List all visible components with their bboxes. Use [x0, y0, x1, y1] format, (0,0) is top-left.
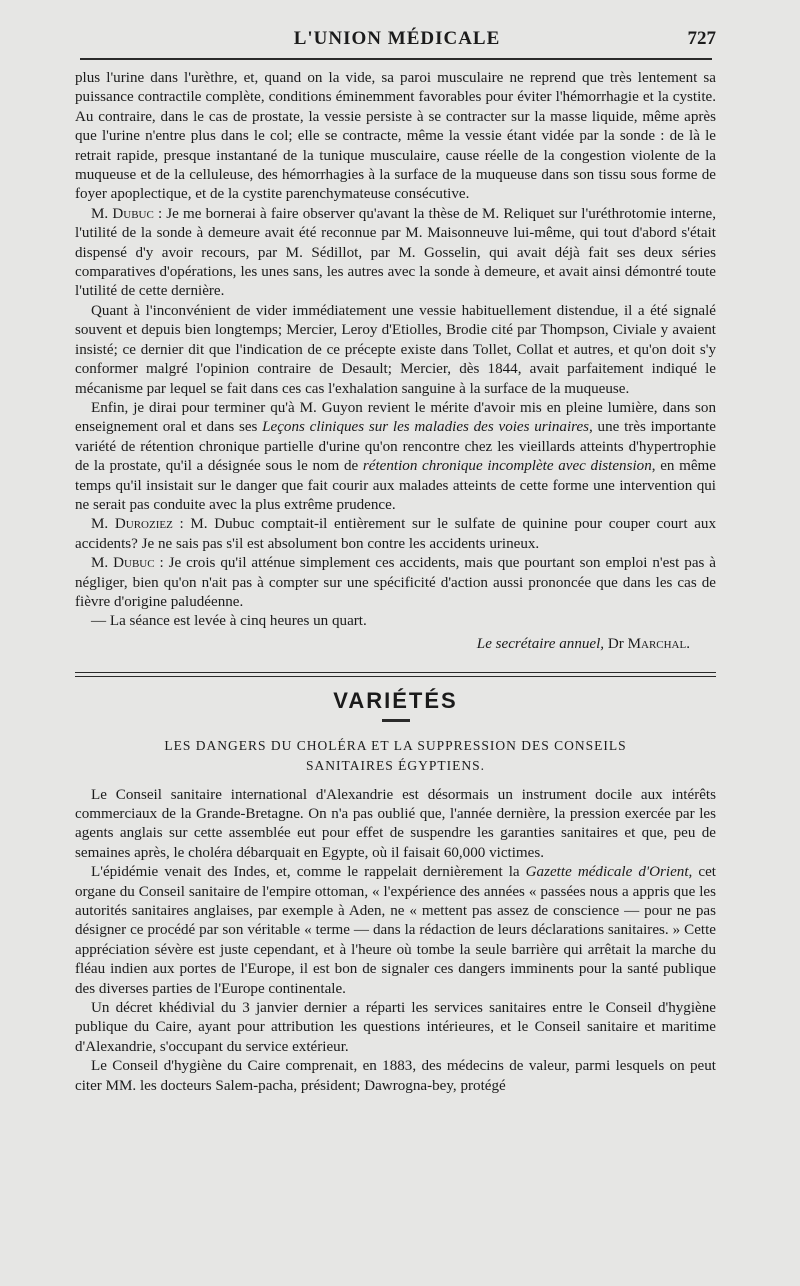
article-paragraph	[75, 863, 716, 999]
header-rule	[80, 58, 712, 60]
signature-role: Le secrétaire annuel,	[476, 635, 605, 652]
article-paragraph: Le Conseil d'hygiène du Caire comprenait, en 1883, des médecins de valeur, parmi lesquels on peut citer MM. les docteurs Salem-pacha, président; Dawrogna-bey, protégé	[75, 1058, 716, 1094]
article-title-line: SANITAIRES ÉGYPTIENS.	[306, 757, 485, 773]
text-run: L'épidémie venait des Indes, et, comme le rappelait dernièrement la	[91, 864, 526, 881]
text-run: Enfin, je dirai pour terminer qu'à M. Guyon revient le mérite d'avoir mis en pleine lumière, dans son enseignement oral et dans ses	[75, 399, 716, 436]
signature-name: Marchal.	[627, 635, 690, 652]
text-run: une très importante variété de rétention chronique partielle d'urine qu'on rencontre chez les vieillards atteints d'hypertrophie de la prostate, qu'il a désignée sous le nom de	[75, 419, 716, 475]
article-paragraph: Un décret khédivial du 3 janvier dernier a réparti les services sanitaires entre le Conseil d'hygiène publique du Caire, ayant pour attribution les questions intérieures, et le Conseil sanitaire et maritime d'Alexandrie, s'occupant du service extérieur.	[75, 1000, 716, 1055]
paragraph-dubuc-2	[75, 554, 716, 612]
paragraph-guyon	[75, 399, 716, 515]
text-run: , en même temps qu'il insistait sur le danger que fait courir aux malades atteints de cette forme une intervention qui ne serait pas conduite avec la plus extrême prudence.	[75, 458, 716, 513]
section-divider	[75, 672, 716, 677]
page-body	[75, 69, 716, 1096]
speaker-text: : M. Dubuc comptait-il entièrement sur le sulfate de quinine pour couper court aux accidents? Je ne sais pas s'il est absolument bon contre les accidents urineux.	[75, 516, 716, 552]
book-title: Leçons cliniques sur les maladies des voies urinaires,	[262, 419, 593, 436]
speaker-text: : Je me bornerai à faire observer qu'avant la thèse de M. Reliquet sur l'uréthrotomie interne, l'utilité de la sonde à demeure avait été reconnue par M. Maisonneuve lui-même, qui tout d'abord s'était dispensé d'y avoir recours, par M. Sédillot, par M. Gosselin, qui avait déjà fait ses deux séries comparatives d'opérations, les unes sans, les autres avec la sonde à demeure, et avait ainsi démontré toute l'utilité de cette dernière.	[75, 205, 716, 300]
speaker-text: : Je crois qu'il atténue simplement ces accidents, mais que pourtant son emploi n'est pas à négliger, bien qu'on n'ait pas à compter sur une spécificité d'action aussi prononcée que dans les cas de fièvre d'origine paludéenne.	[75, 555, 716, 610]
text-run: cet organe du Conseil sanitaire de l'empire ottoman, « l'expérience des années « passées nous a appris que les autorités sanitaires anglaises, par exemple à Aden, ne « mettent pas assez de conscience — pour ne pas désigner ce procédé par son véritable « terme — dans la rédaction de leurs déclarations sanitaires. » Cette appréciation sévère est juste cependant, et à l'heure où tombe la seule barrière qui arrêtait la marche du fléau indien aux portes de l'Europe, il est bon de signaler ces dangers imminents pour la santé publique des diverses parties de l'Europe continentale.	[75, 864, 716, 997]
term-italic: rétention chronique incomplète avec distension	[362, 458, 652, 475]
journal-title: Gazette médicale d'Orient,	[525, 864, 693, 881]
article-body	[75, 786, 716, 1097]
signature	[75, 635, 716, 654]
page-header	[78, 26, 716, 56]
page-number: 727	[687, 28, 716, 49]
speaker-name: M. Dubuc	[91, 555, 155, 572]
article-paragraph: Le Conseil sanitaire international d'Alexandrie est désormais un instrument docile aux intérêts commerciaux de la Grande-Bretagne. On n'a pas oublié que, l'année dernière, la pression exercée par les agents anglais sur cette assemblée eut pour effet de suspendre les garanties sanitaires et que, peu de semaines après, le choléra débarquait en Egypte, où il faisait 60,000 victimes.	[75, 786, 716, 861]
section-title: VARIÉTÉS	[333, 688, 458, 714]
article-title	[75, 736, 716, 776]
paragraph-closing: — La séance est levée à cinq heures un quart.	[91, 613, 367, 630]
running-title: L'UNION MÉDICALE	[293, 28, 501, 49]
speaker-name: M. Dubuc	[91, 205, 154, 222]
paragraph-inconvenient: Quant à l'inconvénient de vider immédiatement une vessie habituellement distendue, il a été signalé souvent et depuis bien longtemps; Mercier, Leroy d'Etiolles, Brodie cité par Thompson, Civiale y avaient insisté; ce dernier dit que l'indication de ce précepte existe dans Tollet, Collat et autres, et qu'on doit s'y conformer malgré l'opinion contraire de Desault; Mercier, dès 1844, avait parfaitement indiqué le mécanisme par lequel se fait dans ces cas l'exhalation sanguine à la surface de la muqueuse.	[75, 302, 716, 397]
article-title-line: LES DANGERS DU CHOLÉRA ET LA SUPPRESSION DES CONSEILS	[164, 737, 627, 753]
paragraph-continued: plus l'urine dans l'urèthre, et, quand on la vide, sa paroi musculaire ne reprend que très lentement sa puissance contractile complète, conditions éminemment favorables pour éviter l'hémorrhagie et la cystite. Au contraire, dans le cas de prostate, la vessie persiste à se contracter sur la masse liquide, même après que l'urine n'entre plus dans le col; elle se contracte, même la vessie étant vidée par la sonde : de là le retrait rapide, presque instantané de la tunique musculaire, cause réelle de la congestion violente de la muqueuse et de la celluleuse, des hémorrhagies à la surface de la muqueuse dans son tissu sous forme de foyer apoplectique, et de la cystite parenchymateuse consécutive.	[75, 70, 716, 203]
speaker-name: M. Duroziez	[91, 516, 173, 533]
title-underline	[382, 719, 410, 722]
signature-title: Dr	[604, 635, 628, 652]
paragraph-duroziez	[75, 515, 716, 554]
paragraph-dubuc-1	[75, 205, 716, 302]
